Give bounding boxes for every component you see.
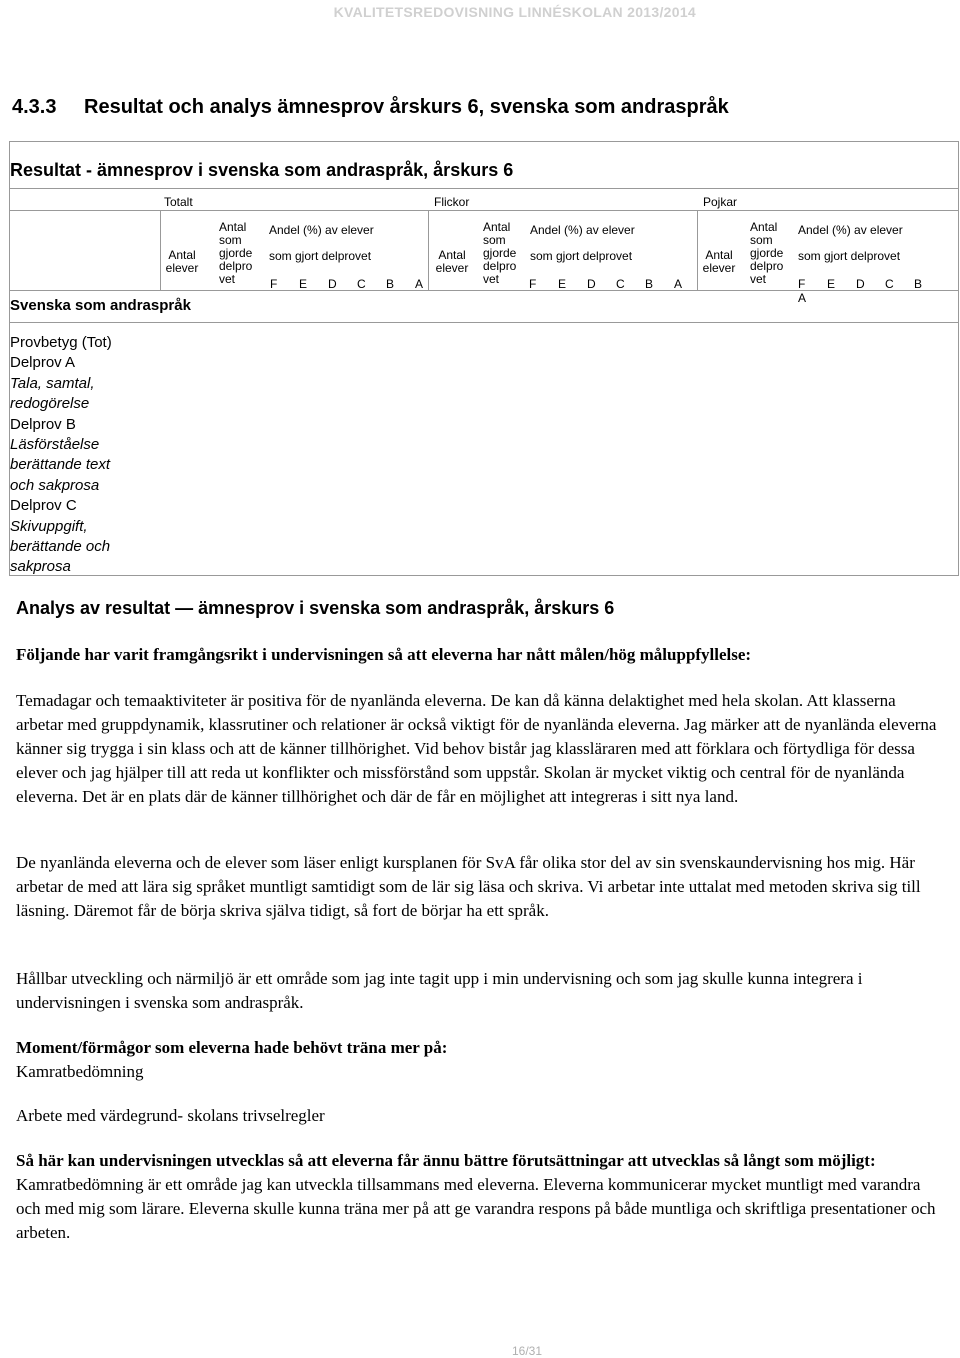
row-label: sakprosa: [10, 558, 71, 576]
grade-letters: F E D C B A: [270, 277, 424, 291]
section-number: 4.3.3: [12, 96, 57, 118]
header-antal-gjorde: Antal som gjorde delpro vet: [483, 220, 517, 286]
section-title: Resultat och analys ämnesprov årskurs 6, svenska som andraspråk: [84, 96, 729, 118]
moment-item: Kamratbedömning: [16, 1062, 144, 1081]
report-header: KVALITETSREDOVISNING LINNÉSKOLAN 2013/2014: [333, 4, 696, 20]
header-andel-sub: som gjort delprovet: [269, 249, 372, 263]
develop-section: [16, 1149, 946, 1245]
page-number: 16/31: [512, 1344, 543, 1358]
header-antal-gjorde: Antal som gjorde delpro vet: [750, 220, 784, 286]
header-antal-elever: Antal elever: [435, 248, 469, 275]
moment-section: [16, 1036, 946, 1084]
table-divider: [10, 210, 958, 211]
header-antal-elever: Antal elever: [702, 248, 736, 275]
row-label: Provbetyg (Tot): [10, 334, 112, 351]
row-label: Delprov C: [10, 497, 77, 515]
develop-text: Kamratbedömning är ett område jag kan utveckla tillsammans med eleverna. Eleverna kommunicerar mycket muntligt med varandra och med mig som lärare. Eleverna skulle kunna träna mer på att ge varandra respons på både muntliga och skriftliga presentationer och arbeten.: [16, 1175, 936, 1242]
group-boys: Pojkar: [703, 195, 738, 209]
subject-label: Svenska som andraspråk: [10, 297, 191, 314]
header-antal-gjorde: Antal som gjorde delpro vet: [219, 220, 253, 286]
paragraph: Temadagar och temaaktiviteter är positiva för de nyanlända eleverna. De kan då känna delaktighet med hela skolan. Att klasserna arbetar med gruppdynamik, klassrutiner och relationer är också viktigt för de nyanlända eleverna. Jag märker att de nyanlända eleverna känner sig trygga i sin klass och att de känner tillhörighet. Vid behov bistår jag klassläraren med att förklara och förtydliga för dessa elever och jag hjälper till att reda ut konflikter och missförstånd som uppstår. Skolan är mycket viktig och central för de nyanlända eleverna. Det är en plats där de känner tillhörighet och där de får en möjlighet att integreras i sitt nya land.: [16, 691, 937, 806]
table-divider: [10, 188, 958, 189]
section-heading: [12, 96, 729, 119]
row-label: Tala, samtal,: [10, 374, 95, 392]
paragraph: De nyanlända eleverna och de elever som läser enligt kursplanen för SvA får olika stor del av sin svenskaundervisning hos mig. Här arbetar de med att lära sig språket muntligt samtidigt som de lär sig läsa och skriva. Vi arbetar inte uttalat med metoden skriva sig till läsning. Däremot får de börja skriva själva tidigt, så fort de börjar ha ett språk.: [16, 853, 921, 920]
row-label: Delprov A: [10, 354, 76, 372]
analysis-heading: Analys av resultat — ämnesprov i svenska som andraspråk, årskurs 6: [16, 598, 615, 618]
group-girls: Flickor: [434, 195, 470, 209]
row-label: berättande och: [10, 538, 111, 556]
table-divider: [10, 322, 958, 323]
row-label: och sakprosa: [10, 476, 100, 494]
table-title: Resultat - ämnesprov i svenska som andraspråk, årskurs 6: [10, 160, 514, 180]
paragraph: Hållbar utveckling och närmiljö är ett område som jag inte tagit upp i min undervisning och som jag skulle kunna integrera i undervisningen i svenska som andraspråk.: [16, 969, 863, 1012]
header-andel: Andel (%) av elever: [269, 223, 374, 237]
moment-item: Arbete med värdegrund- skolans trivselregler: [16, 1106, 325, 1125]
header-andel: Andel (%) av elever: [798, 223, 903, 237]
row-label: Läsförståelse: [10, 436, 100, 454]
row-labels: [10, 333, 150, 578]
moment-heading: Moment/förmågor som eleverna hade behövt träna mer på:: [16, 1038, 448, 1057]
grade-letters: F E D C BA: [798, 277, 923, 305]
header-andel: Andel (%) av elever: [530, 223, 635, 237]
row-label: berättande text: [10, 456, 111, 474]
row-label: Skivuppgift,: [10, 517, 88, 535]
header-antal-elever: Antal elever: [165, 248, 199, 275]
develop-heading: Så här kan undervisningen utvecklas så att eleverna får ännu bättre förutsättningar att utvecklas så långt som möjligt:: [16, 1151, 876, 1170]
success-heading: Följande har varit framgångsrikt i undervisningen så att eleverna har nått målen/hög måluppfyllelse:: [16, 645, 752, 664]
grade-letters: F E D C B A: [529, 277, 683, 291]
row-label: Delprov B: [10, 415, 76, 433]
row-label: redogörelse: [10, 395, 90, 413]
header-andel-sub: som gjort delprovet: [798, 249, 901, 263]
results-table: [9, 141, 959, 576]
group-total: Totalt: [164, 195, 193, 209]
header-andel-sub: som gjort delprovet: [530, 249, 633, 263]
